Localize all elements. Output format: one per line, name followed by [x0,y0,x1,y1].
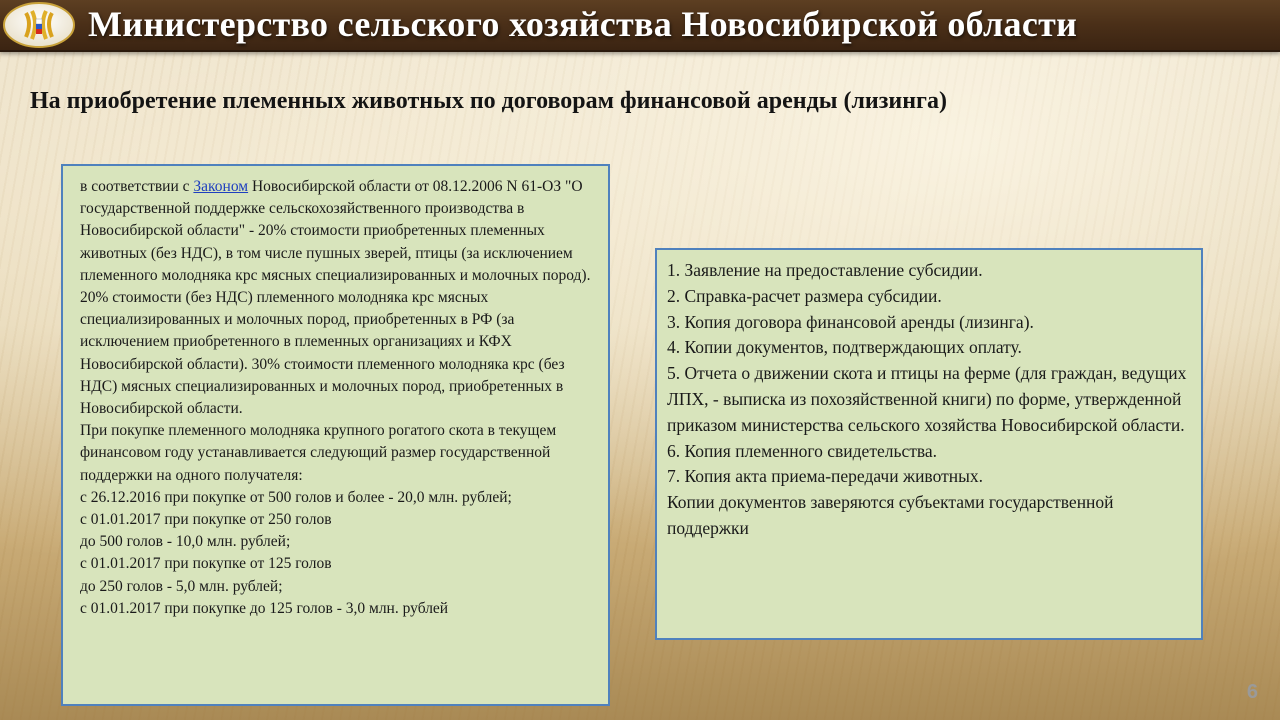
required-document-item: 2. Справка-расчет размера субсидии. [667,285,942,306]
header-bar [0,0,1280,52]
required-document-item: 5. Отчета о движении скота и птицы на ферме (для граждан, ведущих ЛПХ, - выписка из похозяйственной книги) по форме, утвержденной приказом министерства сельского хозяйства Новосибирской области. [667,363,1187,435]
required-document-item: 1. Заявление на предоставление субсидии. [667,260,983,280]
subsidy-terms-panel [61,164,610,706]
intro-prefix: в соответствии с [80,178,194,195]
ministry-emblem-icon [2,1,76,49]
subsidy-terms-paragraph: с 01.01.2017 при покупке от 250 голов [80,511,332,529]
subsidy-terms-intro [80,176,598,420]
law-link[interactable]: Законом [193,178,249,195]
intro-text: Новосибирской области от 08.12.2006 N 61-ОЗ "О государственной поддержке сельскохозяйственного производства в Новосибирской области" - 20% стоимости приобретенных племенных животных (без НДС), в том числе пушных зверей, птицы (за исключением племенного молодняка крс мясных специализированных и молочных пород). 20% стоимости (без НДС) племенного молодняка крс мясных специализированных и молочных пород, приобретенных в РФ (за исключением приобретенного в племенных организациях и КФХ Новосибирской области). 30% стоимости племенного молодняка крс (без НДС) мясных специализированных и молочных пород, приобретенных в Новосибирской области. [80,178,591,418]
subsidy-terms-paragraph: При покупке племенного молодняка крупного рогатого скота в текущем финансовом году устанавливается следующий размер государственной поддержки на одного получателя: [80,422,557,484]
slide-subtitle: На приобретение племенных животных по договорам финансовой аренды (лизинга) [30,88,947,114]
subsidy-terms-paragraph: с 26.12.2016 при покупке от 500 голов и более - 20,0 млн. рублей; [80,488,512,506]
subsidy-terms-paragraph: с 01.01.2017 при покупке до 125 голов - 3,0 млн. рублей [80,599,449,617]
subsidy-terms-paragraph: до 500 голов - 10,0 млн. рублей; [80,533,291,551]
certification-note: Копии документов заверяются субъектами государственной поддержки [667,492,1114,538]
required-documents-panel [655,248,1203,640]
required-document-item: 4. Копии документов, подтверждающих оплату. [667,337,1022,358]
header-title: Министерство сельского хозяйства Новосибирской области [88,4,1078,44]
required-document-item: 6. Копия племенного свидетельства. [667,440,938,461]
required-document-item: 3. Копия договора финансовой аренды (лизинга). [667,311,1034,332]
required-document-item: 7. Копия акта приема-передачи животных. [667,466,983,487]
subsidy-terms-paragraph: до 250 голов - 5,0 млн. рублей; [80,577,283,595]
subsidy-terms-paragraph: с 01.01.2017 при покупке от 125 голов [80,555,332,573]
page-number: 6 [1246,681,1258,703]
